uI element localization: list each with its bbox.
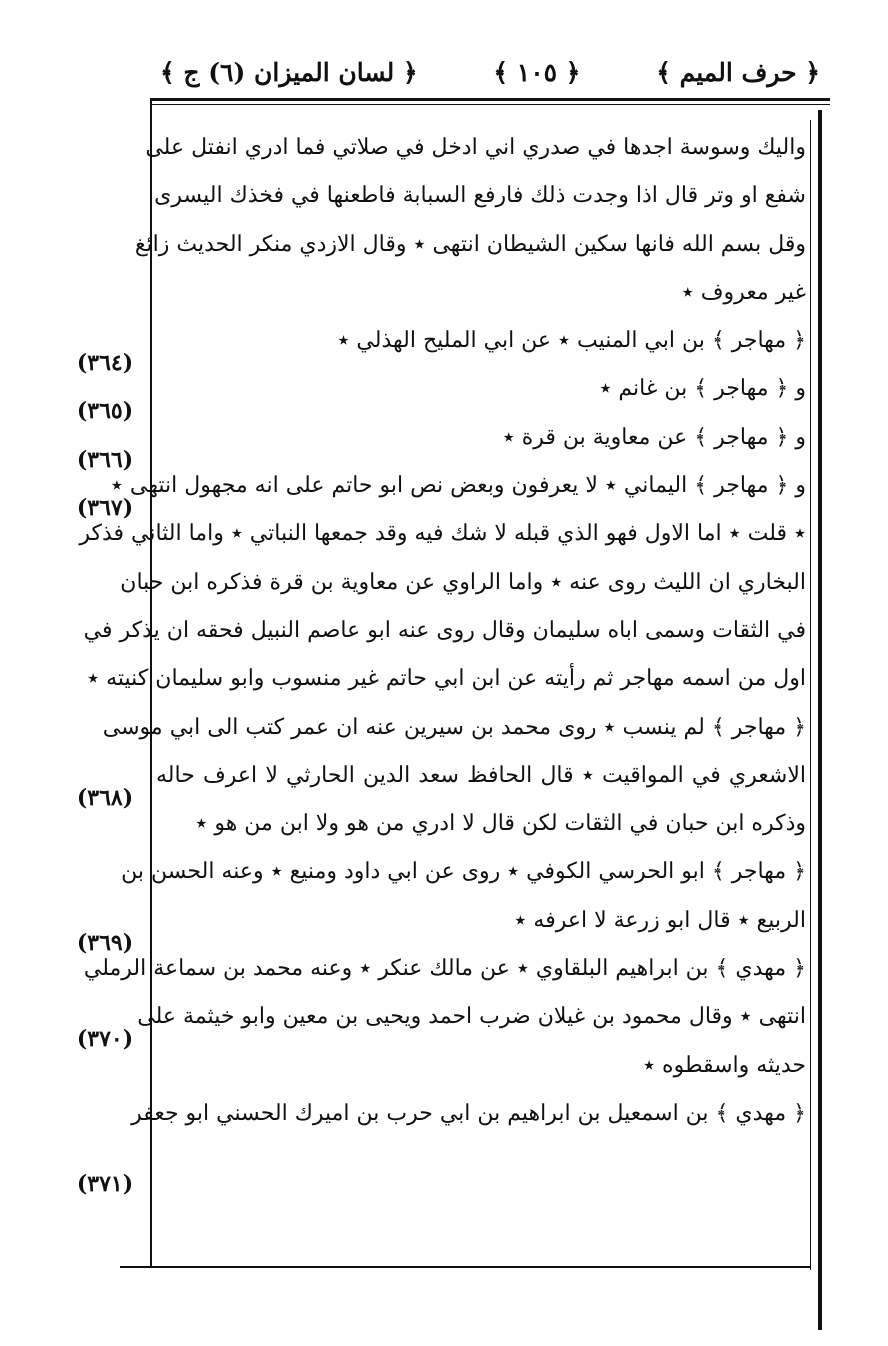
text-line: اول من اسمه مهاجر ثم رأيته عن ابن ابي حاتم غير منسوب وابو سليمان كنيته ٭ [87, 666, 806, 692]
entry-number: (٣٦٤) [76, 350, 134, 376]
entry-number: (٣٦٦) [76, 447, 134, 473]
text-line: البخاري ان الليث روى عنه ٭ واما الراوي عن معاوية بن قرة فذكره ابن حبان [120, 569, 806, 595]
text-line: شفع او وتر قال اذا وجدت ذلك فارفع السبابة فاطعنها في فخذك اليسرى [154, 183, 806, 209]
entry-heading-line: و ﴿ مهاجر ﴾ بن غانم ٭ [599, 376, 806, 402]
text-line: انتهى ٭ وقال محمود بن غيلان ضرب احمد ويحيى بن معين وابو خيثمة على [137, 1004, 806, 1030]
frame-top-rule [150, 98, 830, 101]
entry-number: (٣٧١) [76, 1171, 134, 1197]
frame-right-rule-thin [810, 120, 811, 1270]
entry-number: (٣٦٨) [76, 785, 134, 811]
text-line: الربيع ٭ قال ابو زرعة لا اعرفه ٭ [514, 907, 806, 933]
header-section-title: ﴿ حرف الميم ﴾ [656, 57, 820, 87]
entry-heading-line: و ﴿ مهاجر ﴾ اليماني ٭ لا يعرفون وبعض نص ابو حاتم على انه مجهول انتهى ٭ [110, 473, 806, 499]
running-header [160, 52, 820, 92]
entry-heading-line: ﴿ مهدي ﴾ بن ابراهيم البلقاوي ٭ عن مالك عنكر ٭ وعنه محمد بن سماعة الرملي [83, 956, 806, 982]
text-line: غير معروف ٭ [681, 279, 806, 305]
frame-top-rule-thin [150, 104, 830, 105]
text-line: واليك وسوسة اجدها في صدري اني ادخل في صلاتي فما ادري انفتل على [145, 135, 806, 160]
text-line: حديثه واسقطوه ٭ [643, 1052, 806, 1078]
entry-number: (٣٦٧) [76, 495, 134, 521]
text-line: وذكره ابن حبان في الثقات لكن قال لا ادري من هو ولا ابن من هو ٭ [195, 811, 806, 837]
frame-bottom-rule [120, 1266, 810, 1268]
text-line: الاشعري في المواقيت ٭ قال الحافظ سعد الدين الحارثي لا اعرف حاله [156, 762, 806, 788]
entry-heading-line: و ﴿ مهاجر ﴾ عن معاوية بن قرة ٭ [502, 424, 806, 450]
text-line: وقل بسم الله فانها سكين الشيطان انتهى ٭ وقال الازدي منكر الحديث زائغ [134, 231, 806, 257]
entry-number: (٣٦٥) [76, 398, 134, 424]
header-page-number: ﴿ ١٠٥ ﴾ [493, 57, 581, 87]
entry-heading-line: ﴿ مهاجر ﴾ بن ابي المنيب ٭ عن ابي المليح الهذلي ٭ [337, 328, 806, 354]
entry-heading-line: ﴿ مهاجر ﴾ لم ينسب ٭ روى محمد بن سيرين عنه ان عمر كتب الى ابي موسى [102, 714, 806, 740]
entry-heading-line: ﴿ مهدي ﴾ بن اسمعيل بن ابراهيم بن ابي حرب بن اميرك الحسني ابو جعفر [131, 1100, 806, 1126]
text-line: ٭ قلت ٭ اما الاول فهو الذي قبله لا شك فيه وقد جمعها النباتي ٭ واما الثاني فذكر [79, 521, 806, 547]
entry-number: (٣٦٩) [76, 930, 134, 956]
text-line: في الثقات وسمى اباه سليمان وقال روى عنه ابو عاصم النبيل فحقه ان يذكر في [83, 617, 806, 643]
entry-heading-line: ﴿ مهاجر ﴾ ابو الحرسي الكوفي ٭ روى عن ابي داود ومنيع ٭ وعنه الحسن بن [121, 859, 806, 885]
entry-number: (٣٧٠) [76, 1026, 134, 1052]
header-book-title: ﴿ لسان الميزان (٦) ج ﴾ [160, 57, 418, 87]
frame-right-rule [818, 110, 822, 1330]
